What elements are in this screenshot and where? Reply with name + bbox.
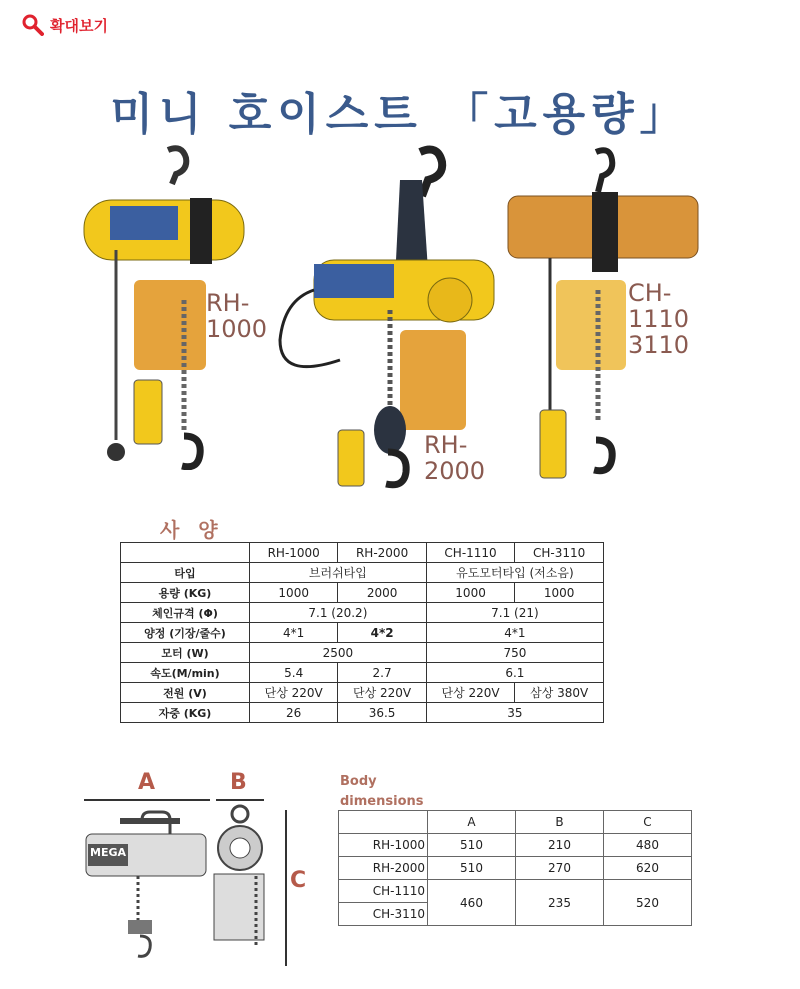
table-header: C [604,811,692,834]
row-label: RH-2000 [339,857,428,880]
row-label: 용량 (KG) [121,583,250,603]
table-row [121,603,604,623]
product-label-rh2000 [424,432,485,484]
table-cell: 단상 220V [338,683,426,703]
table-cell: 510 [428,834,516,857]
table-cell: 35 [426,703,603,723]
spec-table [120,542,604,723]
table-cell: 520 [604,880,692,926]
table-cell: 단상 220V [426,683,515,703]
table-row [339,880,692,903]
dimension-letter-c: C [290,868,307,893]
product-label-line: 1000 [206,315,268,343]
table-cell: 유도모터타입 (저소음) [426,563,603,583]
zoom-link[interactable] [22,14,108,36]
table-row [339,811,692,834]
table-row [121,683,604,703]
table-cell: 삼상 380V [515,683,604,703]
table-cell: 브러쉬타입 [250,563,427,583]
row-label: 전원 (V) [121,683,250,703]
table-cell: 7.1 (21) [426,603,603,623]
table-row [121,663,604,683]
table-cell: 210 [516,834,604,857]
row-label: CH-1110 [339,880,428,903]
table-header: CH-3110 [515,543,604,563]
table-cell: 36.5 [338,703,426,723]
table-row [121,643,604,663]
body-heading-line: Body [340,774,377,789]
magnifier-icon [22,14,44,36]
table-cell: 270 [516,857,604,880]
dimension-drawing [80,796,290,976]
body-dimensions-heading [340,772,424,812]
table-row [121,623,604,643]
table-cell: 480 [604,834,692,857]
row-label: 모터 (W) [121,643,250,663]
table-cell: 4*2 [338,623,426,643]
product-label-ch1110 [628,280,689,358]
table-row [121,703,604,723]
row-label: 타입 [121,563,250,583]
table-cell: 510 [428,857,516,880]
product-label-line: 3110 [628,331,690,359]
table-cell: 6.1 [426,663,603,683]
table-cell: 단상 220V [250,683,338,703]
table-cell: 2.7 [338,663,426,683]
row-label: RH-1000 [339,834,428,857]
table-cell: 1000 [426,583,515,603]
product-label-line: RH- [424,431,468,459]
table-row [339,834,692,857]
body-heading-line: dimensions [340,794,424,809]
table-row [339,857,692,880]
table-header: RH-2000 [338,543,426,563]
table-cell: 1000 [515,583,604,603]
spec-heading: 사 양 [160,518,224,542]
table-cell [121,543,250,563]
zoom-label: 확대보기 [50,16,108,35]
table-header: B [516,811,604,834]
table-row [121,583,604,603]
row-label: CH-3110 [339,903,428,926]
drawing-brand-label: MEGA [90,846,127,859]
table-cell: 235 [516,880,604,926]
dimension-letter-a: A [138,770,156,795]
dimensions-table [338,810,692,926]
table-cell: 620 [604,857,692,880]
table-header: CH-1110 [426,543,515,563]
table-cell [339,811,428,834]
product-label-line: 2000 [424,457,486,485]
table-cell: 750 [426,643,603,663]
table-cell: 5.4 [250,663,338,683]
table-cell: 4*1 [426,623,603,643]
product-label-line: 1110 [628,305,690,333]
table-cell: 2000 [338,583,426,603]
table-header: A [428,811,516,834]
row-label: 자중 (KG) [121,703,250,723]
table-header: RH-1000 [250,543,338,563]
dimension-letter-b: B [230,770,247,795]
table-cell: 460 [428,880,516,926]
table-cell: 2500 [250,643,427,663]
table-row [121,563,604,583]
table-cell: 4*1 [250,623,338,643]
product-label-line: CH- [628,279,672,307]
product-label-line: RH- [206,289,250,317]
row-label: 속도(M/min) [121,663,250,683]
table-cell: 1000 [250,583,338,603]
row-label: 체인규격 (Φ) [121,603,250,623]
table-cell: 26 [250,703,338,723]
row-label: 양정 (기장/줄수) [121,623,250,643]
page-title: 미니 호이스트 「고용량」 [110,89,690,140]
product-label-rh1000 [206,290,267,342]
table-row [121,543,604,563]
table-cell: 7.1 (20.2) [250,603,427,623]
